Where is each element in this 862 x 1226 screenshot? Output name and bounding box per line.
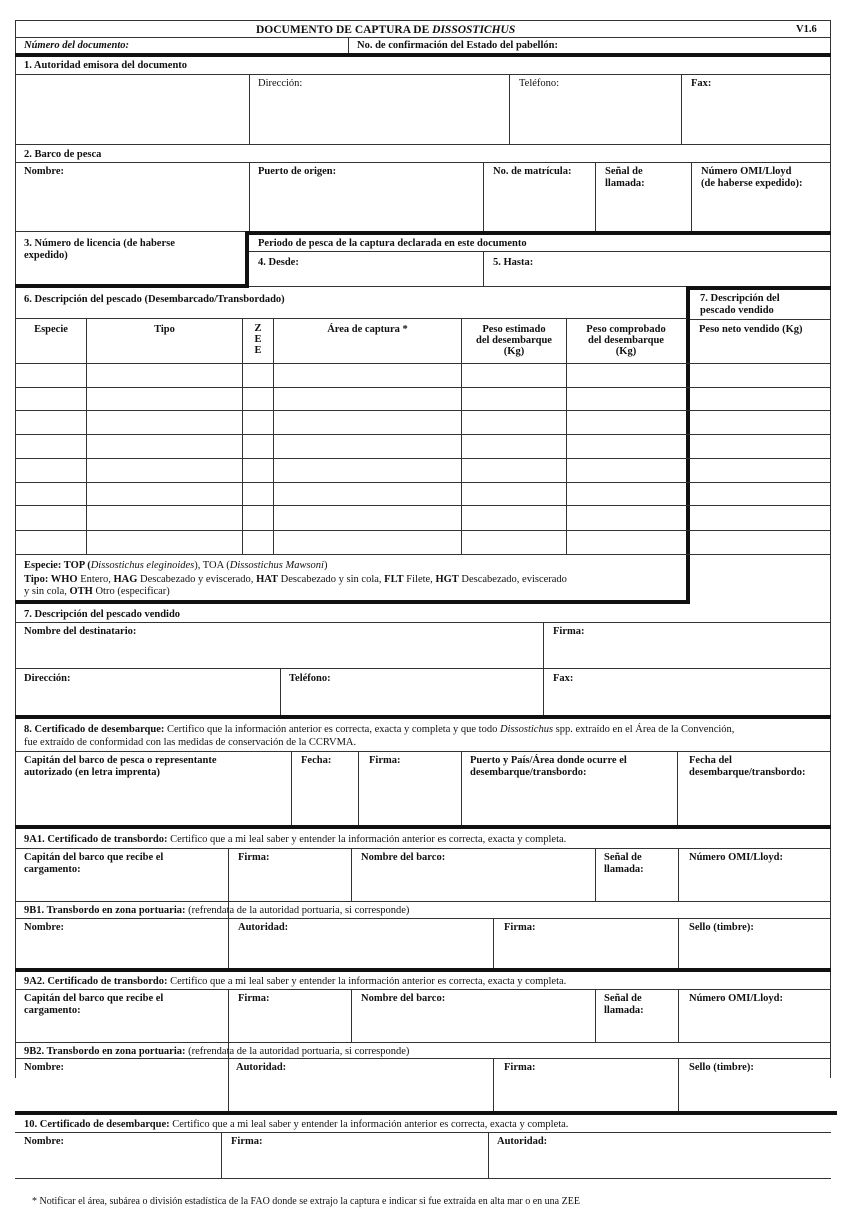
recipient-fax-field[interactable] (544, 686, 830, 713)
section8-text: 8. Certificado de desembarque: Certifico que la información anterior es correcta, exacta y completa y que todo Dissostichus spp. extraído en el Área de la Convención, (24, 724, 735, 735)
call-sign-label: Señal de llamada: (605, 166, 645, 189)
col-estimated-weight: Peso estimado del desembarque (Kg) (476, 324, 552, 357)
home-port-field[interactable] (250, 180, 483, 231)
species-note: Especie: TOP (Dissostichus eleginoides), TOA (Dissostichus Mawsoni) (24, 560, 328, 571)
document-title: DOCUMENTO DE CAPTURA DE DISSOSTICHUS (256, 24, 516, 36)
landing-transshipment-date-field[interactable] (678, 781, 830, 825)
authority-fax-label: Fax: (691, 78, 712, 89)
9b1-seal-field[interactable] (679, 936, 830, 952)
license-number-field[interactable] (16, 264, 245, 284)
date-to-label: 5. Hasta: (493, 257, 534, 268)
section7-side-border (686, 286, 690, 604)
table-row[interactable] (16, 506, 686, 530)
table-row[interactable] (16, 531, 686, 554)
col-eez: Z E E (254, 323, 262, 356)
9a1-call-sign-field[interactable] (596, 877, 678, 900)
landing-cert-date-field[interactable] (292, 769, 358, 825)
date-to-field[interactable] (545, 253, 830, 284)
10-signature-label: Firma: (231, 1136, 263, 1147)
date-from-label: 4. Desde: (258, 257, 299, 268)
section7-title: 7. Descripción del pescado vendido (24, 609, 181, 620)
9a1-vessel-name-label: Nombre del barco: (361, 852, 446, 863)
col-species: Especie (34, 324, 68, 335)
9b1-name-label: Nombre: (24, 922, 65, 933)
registration-number-field[interactable] (484, 180, 595, 231)
col-net-weight-sold: Peso neto vendido (Kg) (699, 324, 803, 335)
section9a1-text: 9A1. Certificado de transbordo: Certifico que a mi leal saber y entender la información anterior es correcta, exacta y completa. (24, 834, 567, 845)
frame-top (15, 20, 831, 21)
9b1-signature-label: Firma: (504, 922, 536, 933)
master-name-field[interactable] (16, 781, 290, 825)
table-row[interactable] (16, 435, 686, 458)
9b2-seal-label: Sello (timbre): (689, 1062, 754, 1073)
flag-state-confirmation-label: No. de confirmación del Estado del pabellón: (357, 40, 558, 51)
section6-title: 6. Descripción del pescado (Desembarcado/Transbordado) (24, 294, 285, 305)
recipient-address-field[interactable] (16, 686, 279, 713)
9a2-vessel-name-label: Nombre del barco: (361, 993, 446, 1004)
imo-lloyd-field[interactable] (692, 192, 830, 231)
recipient-phone-label: Teléfono: (289, 673, 331, 684)
authority-address-field[interactable] (250, 92, 509, 144)
date-from-field[interactable] (310, 253, 483, 284)
9b2-authority-field[interactable] (229, 1076, 492, 1111)
registration-number-label: No. de matrícula: (493, 166, 572, 177)
9a1-receiving-master-label: Capitán del barco que recibe el cargamento: (24, 852, 164, 875)
9a2-receiving-master-field[interactable] (16, 1019, 227, 1041)
home-port-label: Puerto de origen: (258, 166, 337, 177)
9b1-name-field[interactable] (16, 936, 227, 952)
9b1-authority-label: Autoridad: (238, 922, 289, 933)
master-name-label: Capitán del barco de pesca o representante autorizado (en letra imprenta) (24, 755, 217, 778)
table-row[interactable] (16, 411, 686, 434)
section1-title: 1. Autoridad emisora del documento (24, 60, 188, 71)
9a1-receiving-master-field[interactable] (16, 877, 227, 900)
9b2-name-field[interactable] (16, 1076, 227, 1111)
9a2-call-sign-field[interactable] (596, 1019, 678, 1041)
recipient-address-label: Dirección: (24, 673, 71, 684)
9b2-signature-label: Firma: (504, 1062, 536, 1073)
landing-signature-field[interactable] (359, 769, 460, 825)
9b2-name-label: Nombre: (24, 1062, 65, 1073)
10-authority-label: Autoridad: (497, 1136, 548, 1147)
col-verified-weight: Peso comprobado del desembarque (Kg) (586, 324, 666, 357)
vessel-name-label: Nombre: (24, 166, 65, 177)
table-row[interactable] (16, 483, 686, 505)
landing-port-field[interactable] (462, 781, 676, 825)
version-label: V1.6 (796, 24, 817, 35)
landing-transshipment-date-label: Fecha del desembarque/transbordo: (689, 755, 806, 778)
table-row[interactable] (16, 459, 686, 482)
9a2-imo-field[interactable] (679, 1007, 830, 1041)
imo-lloyd-label: Número OMI/Lloyd (de haberse expedido): (701, 166, 803, 189)
10-name-field[interactable] (16, 1150, 220, 1178)
section7-side-title: 7. Descripción del pescado vendido (700, 293, 780, 316)
authority-address-label: Dirección: (258, 78, 303, 89)
section2-title: 2. Barco de pesca (24, 149, 102, 160)
license-number-label: 3. Número de licencia (de haberse expedido) (24, 238, 175, 261)
document-number-field[interactable] (100, 38, 346, 53)
9b1-authority-field[interactable] (229, 936, 492, 952)
issuing-authority-field[interactable] (16, 75, 249, 145)
type-note-line2: y sin cola, OTH Otro (especificar) (24, 586, 170, 597)
col-type: Tipo (154, 324, 175, 335)
flag-state-confirmation-field[interactable] (590, 38, 828, 53)
10-name-label: Nombre: (24, 1136, 65, 1147)
9a2-receiving-master-label: Capitán del barco que recibe el cargamento: (24, 993, 164, 1016)
footnote: * Notificar el área, subárea o división estadística de la FAO donde se extrajo la captura e indicar si fue extraída en alta mar o en una ZEE (32, 1196, 580, 1207)
landing-date-label: Fecha: (301, 755, 332, 766)
call-sign-field[interactable] (596, 192, 691, 231)
10-authority-field[interactable] (489, 1150, 830, 1178)
section9b2-text: 9B2. Transbordo en zona portuaria: (refrendata de la autoridad portuaria, si corresponde) (24, 1046, 410, 1057)
landing-port-label: Puerto y País/Área donde ocurre el desembarque/transbordo: (470, 755, 627, 778)
9b2-seal-field[interactable] (679, 1076, 830, 1111)
col-catch-area: Área de captura * (327, 324, 408, 335)
recipient-signature-field[interactable] (544, 640, 830, 667)
recipient-phone-field[interactable] (281, 686, 542, 713)
9a1-call-sign-label: Señal de llamada: (604, 852, 644, 875)
9b1-seal-label: Sello (timbre): (689, 922, 754, 933)
9a2-imo-label: Número OMI/Lloyd: (689, 993, 784, 1004)
document-number-label: Número del documento: (24, 40, 129, 51)
9b2-signature-field[interactable] (494, 1076, 678, 1111)
section10-text: 10. Certificado de desembarque: Certifico que a mi leal saber y entender la información anterior es correcta, exacta y completa. (24, 1119, 569, 1130)
table-row[interactable] (16, 364, 686, 387)
9b2-authority-label: Autoridad: (236, 1062, 287, 1073)
table-row[interactable] (16, 388, 686, 410)
section9a2-text: 9A2. Certificado de transbordo: Certifico que a mi leal saber y entender la información anterior es correcta, exacta y completa. (24, 976, 567, 987)
9a2-call-sign-label: Señal de llamada: (604, 993, 644, 1016)
recipient-signature-label: Firma: (553, 626, 585, 637)
9a1-vessel-name-field[interactable] (352, 866, 595, 900)
recipient-name-field[interactable] (16, 640, 542, 667)
9a1-signature-field[interactable] (229, 866, 350, 900)
type-note: Tipo: WHO Entero, HAG Descabezado y eviscerado, HAT Descabezado y sin cola, FLT Filete, HGT Descabezado, eviscerado (24, 574, 567, 585)
9a2-signature-field[interactable] (229, 1007, 350, 1041)
9a1-imo-field[interactable] (679, 866, 830, 900)
10-signature-field[interactable] (222, 1150, 487, 1178)
authority-fax-field[interactable] (682, 92, 830, 144)
section9b1-text: 9B1. Transbordo en zona portuaria: (refrendata de la autoridad portuaria, si corresponde) (24, 905, 410, 916)
authority-phone-field[interactable] (510, 92, 681, 144)
vessel-name-field[interactable] (16, 180, 249, 231)
landing-signature-label: Firma: (369, 755, 401, 766)
9b1-signature-field[interactable] (494, 936, 678, 952)
9a1-imo-label: Número OMI/Lloyd: (689, 852, 784, 863)
fishing-period-label: Periodo de pesca de la captura declarada en este documento (258, 238, 527, 249)
frame-right (830, 20, 831, 1078)
section8-text-line2: fue extraído de conformidad con las medidas de conservación de la CCRVMA. (24, 737, 357, 748)
recipient-fax-label: Fax: (553, 673, 574, 684)
recipient-name-label: Nombre del destinatario: (24, 626, 137, 637)
authority-phone-label: Teléfono: (519, 78, 560, 89)
9a2-signature-label: Firma: (238, 993, 270, 1004)
9a2-vessel-name-field[interactable] (352, 1007, 595, 1041)
9a1-signature-label: Firma: (238, 852, 270, 863)
